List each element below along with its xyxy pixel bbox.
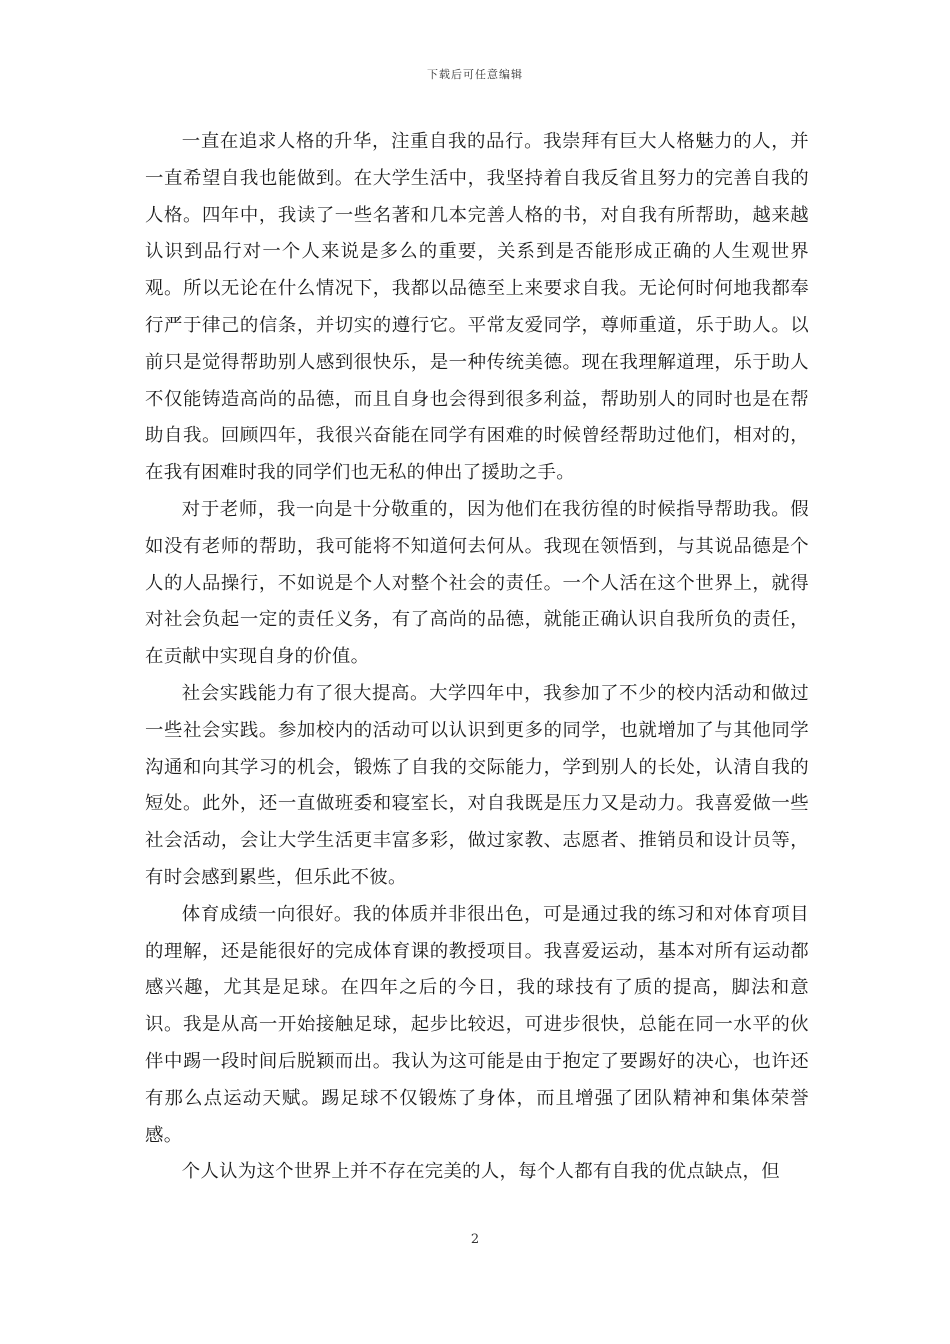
paragraph-teachers: 对于老师，我一向是十分敬重的，因为他们在我彷徨的时候指导帮助我。假如没有老师的帮助，我可能将不知道何去何从。我现在领悟到，与其说品德是个人的人品操行，不如说是个人对整个社会的责任。一个人活在这个世界上，就得对社会负起一定的责任义务，有了高尚的品德，就能正确认识自我所负的责任，在贡献中实现自身的价值。 (145, 498, 809, 668)
paragraph-social-practice: 社会实践能力有了很大提高。大学四年中，我参加了不少的校内活动和做过一些社会实践。参加校内的活动可以认识到更多的同学，也就增加了与其他同学沟通和向其学习的机会，锻炼了自我的交际能力，学到别人的长处，认清自我的短处。此外，还一直做班委和寝室长，对自我既是压力又是动力。我喜爱做一些社会活动，会让大学生活更丰富多彩，做过家教、志愿者、推销员和设计员等，有时会感到累些，但乐此不彼。 (145, 682, 809, 888)
page-header-note: 下载后可任意编辑 (427, 68, 523, 81)
paragraph-character: 一直在追求人格的升华，注重自我的品行。我崇拜有巨大人格魅力的人，并一直希望自我也能做到。在大学生活中，我坚持着自我反省且努力的完善自我的人格。四年中，我读了一些名著和几本完善人格的书，对自我有所帮助，越来越认识到品行对一个人来说是多么的重要，关系到是否能形成正确的人生观世界观。所以无论在什么情况下，我都以品德至上来要求自我。无论何时何地我都奉行严于律己的信条，并切实的遵行它。平常友爱同学，尊师重道，乐于助人。以前只是觉得帮助别人感到很快乐，是一种传统美德。现在我理解道理，乐于助人不仅能铸造高尚的品德，而且自身也会得到很多利益，帮助别人的同时也是在帮助自我。回顾四年，我很兴奋能在同学有困难的时候曾经帮助过他们，相对的，在我有困难时我的同学们也无私的伸出了援助之手。 (145, 131, 809, 484)
page-number: 2 (470, 1232, 480, 1247)
paragraph-self-assessment: 个人认为这个世界上并不存在完美的人，每个人都有自我的优点缺点，但 (181, 1161, 780, 1183)
paragraph-sports: 体育成绩一向很好。我的体质并非很出色，可是通过我的练习和对体育项目的理解，还是能很好的完成体育课的教授项目。我喜爱运动，基本对所有运动都感兴趣，尤其是足球。在四年之后的今日，我的球技有了质的提高，脚法和意识。我是从高一开始接触足球，起步比较迟，可进步很快，总能在同一水平的伙伴中踢一段时间后脱颖而出。我认为这可能是由于抱定了要踢好的决心，也许还有那么点运动天赋。踢足球不仅锻炼了身体，而且增强了团队精神和集体荣誉感。 (145, 903, 809, 1146)
document-body (145, 124, 809, 1191)
